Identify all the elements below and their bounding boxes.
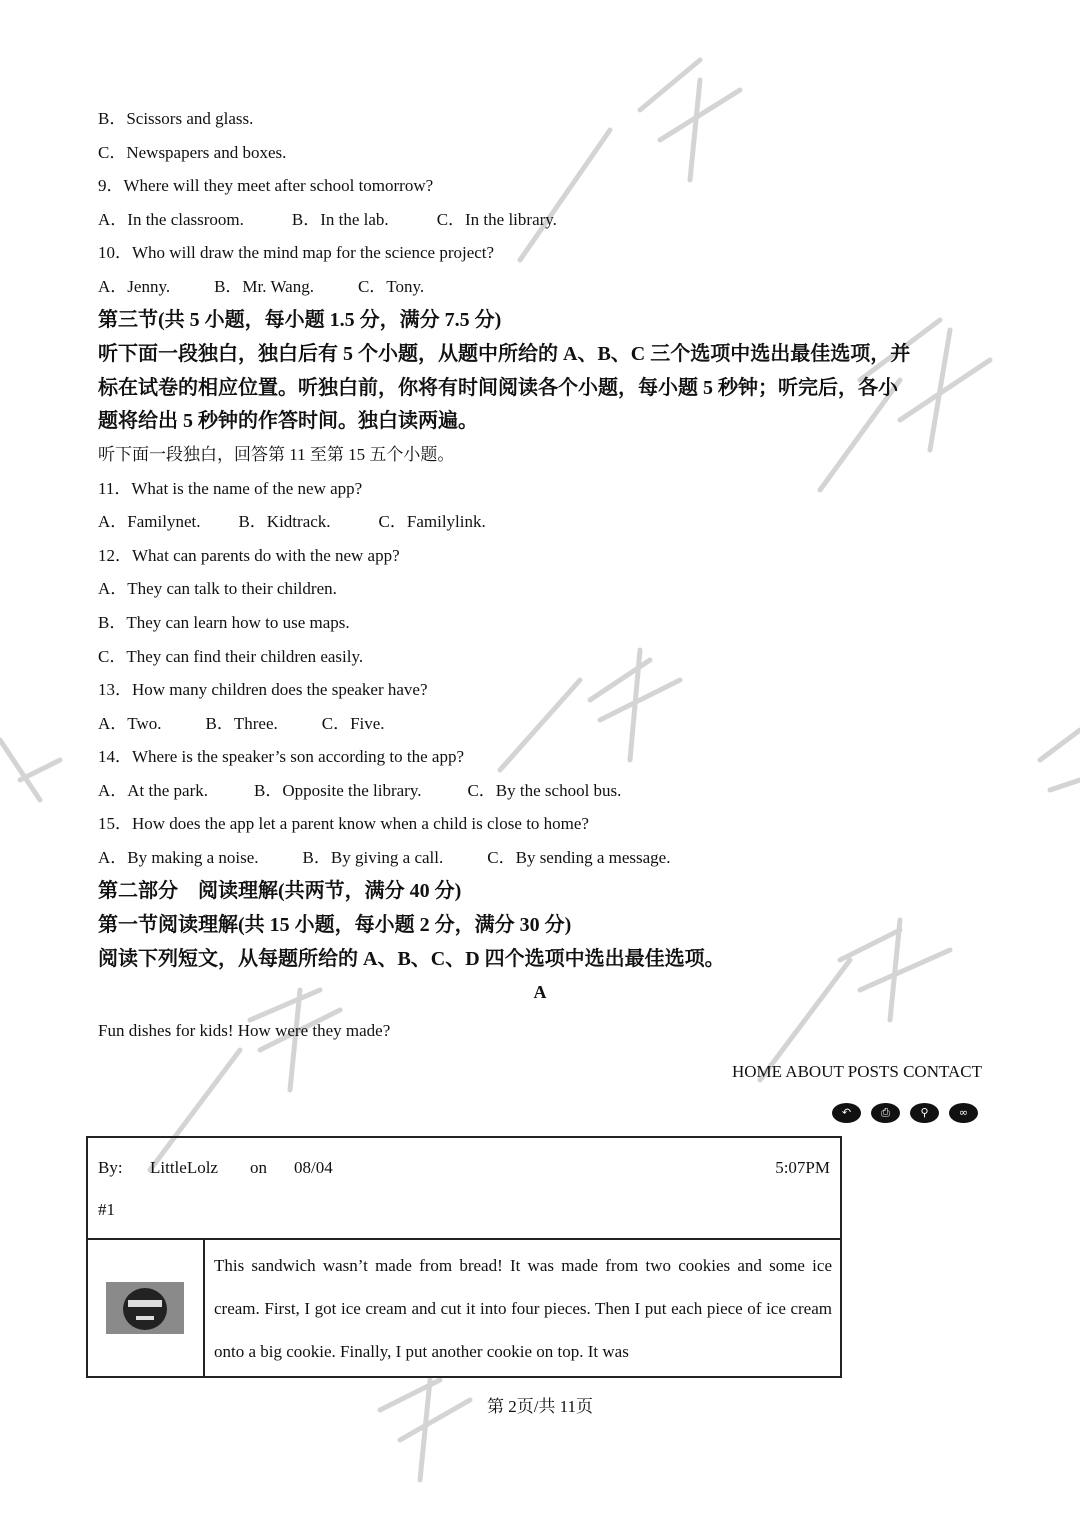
option: B．Three. — [205, 714, 278, 733]
post-header — [88, 1138, 840, 1240]
page-number: 第 2页/共 11页 — [486, 1397, 594, 1416]
option-line: B．Scissors and glass. — [98, 109, 254, 128]
question-10: 10．Who will draw the mind map for the science project? — [98, 243, 495, 262]
option: A．Jenny. — [98, 277, 171, 296]
question-14: 14．Where is the speaker’s son according to the app? — [98, 747, 465, 766]
option: B．Mr. Wang. — [214, 277, 314, 296]
options-11 — [98, 511, 530, 533]
section-heading: 第三节(共 5 小题，每小题 1.5 分，满分 7.5 分) — [98, 309, 502, 331]
passage-label: A — [533, 982, 547, 1002]
options-14 — [98, 780, 665, 802]
option-line: B．They can learn how to use maps. — [98, 613, 350, 632]
options-13 — [98, 713, 429, 735]
instruction-line: 听下面一段独白，独白后有 5 个小题，从题中所给的 A、B、C 三个选项中选出最佳选项，并 — [98, 343, 911, 365]
instruction-line: 标在试卷的相应位置。听独白前，你将有时间阅读各个小题，每小题 5 秒钟；听完后，各小 — [98, 377, 898, 399]
option: A．In the classroom. — [98, 210, 244, 229]
question-13: 13．How many children does the speaker have? — [98, 680, 428, 699]
question-9: 9．Where will they meet after school tomorrow? — [98, 176, 434, 195]
option: B．In the lab. — [291, 210, 389, 229]
search-icon: ⚲ — [910, 1103, 939, 1123]
option-line: A．They can talk to their children. — [98, 579, 337, 598]
link-icon: ∞ — [949, 1103, 978, 1123]
section-heading: 第一节阅读理解(共 15 小题，每小题 2 分，满分 30 分) — [98, 914, 572, 936]
post-number: #1 — [98, 1200, 115, 1219]
option: C．In the library. — [436, 210, 557, 229]
option: A．Familynet. — [98, 512, 201, 531]
avatar — [106, 1282, 184, 1334]
post-date: 08/04 — [294, 1158, 333, 1177]
option: C．Tony. — [357, 277, 425, 296]
blog-nav: HOME ABOUT POSTS CONTACT — [731, 1062, 982, 1081]
option-line: C．They can find their children easily. — [98, 647, 364, 666]
post-author: LittleLolz — [150, 1158, 218, 1177]
part-heading: 第二部分 阅读理解(共两节，满分 40 分) — [98, 880, 462, 902]
blog-post — [86, 1136, 842, 1378]
option-line: C．Newspapers and boxes. — [98, 143, 287, 162]
option: A．Two. — [98, 714, 162, 733]
options-15 — [98, 847, 714, 869]
instruction-line: 阅读下列短文，从每题所给的 A、B、C、D 四个选项中选出最佳选项。 — [98, 948, 725, 970]
instruction-line: 题将给出 5 秒钟的作答时间。独白读两遍。 — [98, 410, 478, 432]
options-9 — [98, 209, 601, 231]
question-12: 12．What can parents do with the new app? — [98, 546, 400, 565]
post-text: This sandwich wasn’t made from bread! It was made from two cookies and some ice cream. First, I got ice cream and cut it into four pieces. Then I put each piece of ice cream onto a big cookie. Finally, I put another cookie on top. It was — [214, 1256, 832, 1361]
option: C．By sending a message. — [487, 848, 671, 867]
question-15: 15．How does the app let a parent know when a child is close to home? — [98, 814, 589, 833]
by-label: By: — [98, 1158, 123, 1177]
face-icon — [106, 1282, 184, 1334]
on-label: on — [250, 1158, 267, 1177]
options-10 — [98, 276, 468, 298]
option: C．By the school bus. — [467, 781, 622, 800]
print-icon: ⎙ — [871, 1103, 900, 1123]
post-time: 5:07PM — [775, 1158, 830, 1177]
option: B．By giving a call. — [302, 848, 444, 867]
question-11: 11．What is the name of the new app? — [98, 479, 363, 498]
option: B．Opposite the library. — [254, 781, 422, 800]
option: B．Kidtrack. — [238, 512, 331, 531]
option: C．Five. — [321, 714, 385, 733]
post-body — [88, 1238, 840, 1376]
option: C．Familylink. — [378, 512, 486, 531]
avatar-cell — [88, 1238, 205, 1376]
option: A．At the park. — [98, 781, 209, 800]
subinstruction: 听下面一段独白，回答第 11 至第 15 五个小题。 — [98, 445, 455, 464]
option: A．By making a noise. — [98, 848, 259, 867]
passage-title: Fun dishes for kids! How were they made? — [98, 1021, 391, 1040]
blog-icons — [832, 1103, 978, 1123]
back-icon: ↶ — [832, 1103, 861, 1123]
